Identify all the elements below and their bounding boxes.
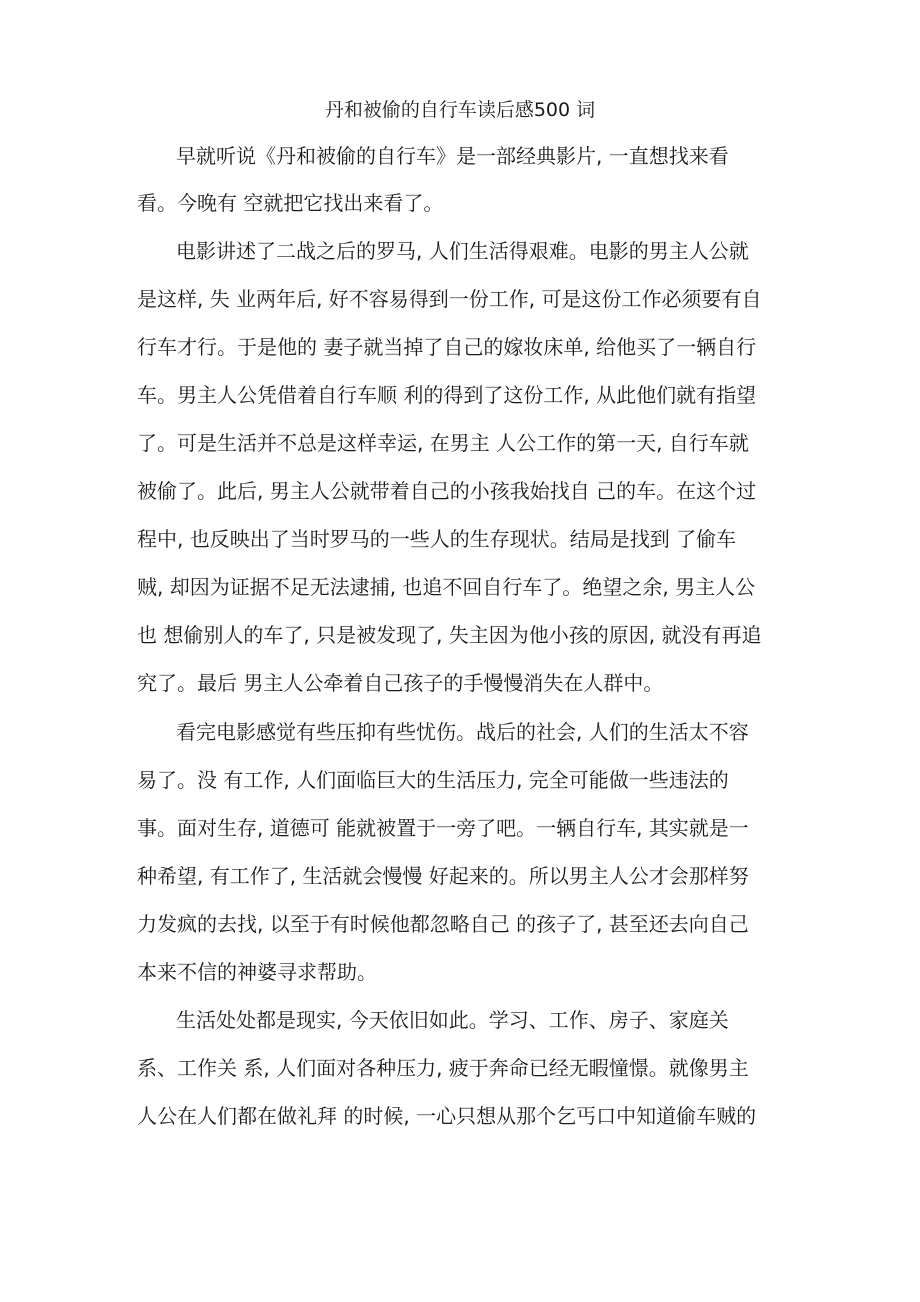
paragraph-line: 早就听说《丹和被偷的自行车》是一部经典影片, 一直想找来看 [176,144,729,168]
paragraph-line: 行车才行。于是他的 妻子就当掉了自己的嫁妆床单, 给他买了一辆自行 [137,335,757,359]
paragraph-line: 事。面对生存, 道德可 能就被置于一旁了吧。一辆自行车, 其实就是一 [137,816,749,840]
document-title: 丹和被偷的自行车读后感500 词 [324,99,596,121]
paragraph-line: 种希望, 有工作了, 生活就会慢慢 好起来的。所以男主人公才会那样努 [137,864,749,888]
paragraph-line: 车。男主人公凭借着自行车顺 利的得到了这份工作, 从此他们就有指望 [137,383,757,407]
paragraph-line: 贼, 却因为证据不足无法逮捕, 也追不回自行车了。绝望之余, 男主人公 [137,575,756,599]
paragraph-line: 究了。最后 男主人公牵着自己孩子的手慢慢消失在人群中。 [137,671,664,695]
paragraph-line: 程中, 也反映出了当时罗马的一些人的生存现状。结局是找到 了偷车 [137,527,737,551]
paragraph-line: 看完电影感觉有些压抑有些忧伤。战后的社会, 人们的生活太不容 [176,720,749,744]
paragraph-line: 系、工作关 系, 人们面对各种压力, 疲于奔命已经无暇憧憬。就像男主 [137,1056,749,1080]
paragraph-line: 是这样, 失 业两年后, 好不容易得到一份工作, 可是这份工作必须要有自 [137,287,762,311]
paragraph-line: 人公在人们都在做礼拜 的时候, 一心只想从那个乞丐口中知道偷车贼的 [137,1104,757,1128]
paragraph-line: 也 想偷别人的车了, 只是被发现了, 失主因为他小孩的原因, 就没有再追 [137,623,762,647]
paragraph-line: 被偷了。此后, 男主人公就带着自己的小孩我始找自 己的车。在这个过 [137,479,757,503]
paragraph-line: 力发疯的去找, 以至于有时候他都忽略自己 的孩子了, 甚至还去向自己 [137,912,749,936]
paragraph-line: 看。今晚有 空就把它找出来看了。 [137,191,444,215]
paragraph-line: 了。可是生活并不总是这样幸运, 在男主 人公工作的第一天, 自行车就 [137,431,749,455]
paragraph-line: 生活处处都是现实, 今天依旧如此。学习、工作、房子、家庭关 [176,1008,729,1032]
paragraph-line: 本来不信的神婆寻求帮助。 [137,960,377,984]
paragraph-line: 电影讲述了二战之后的罗马, 人们生活得艰难。电影的男主人公就 [176,239,749,263]
paragraph-line: 易了。没 有工作, 人们面临巨大的生活压力, 完全可能做一些违法的 [137,768,729,792]
